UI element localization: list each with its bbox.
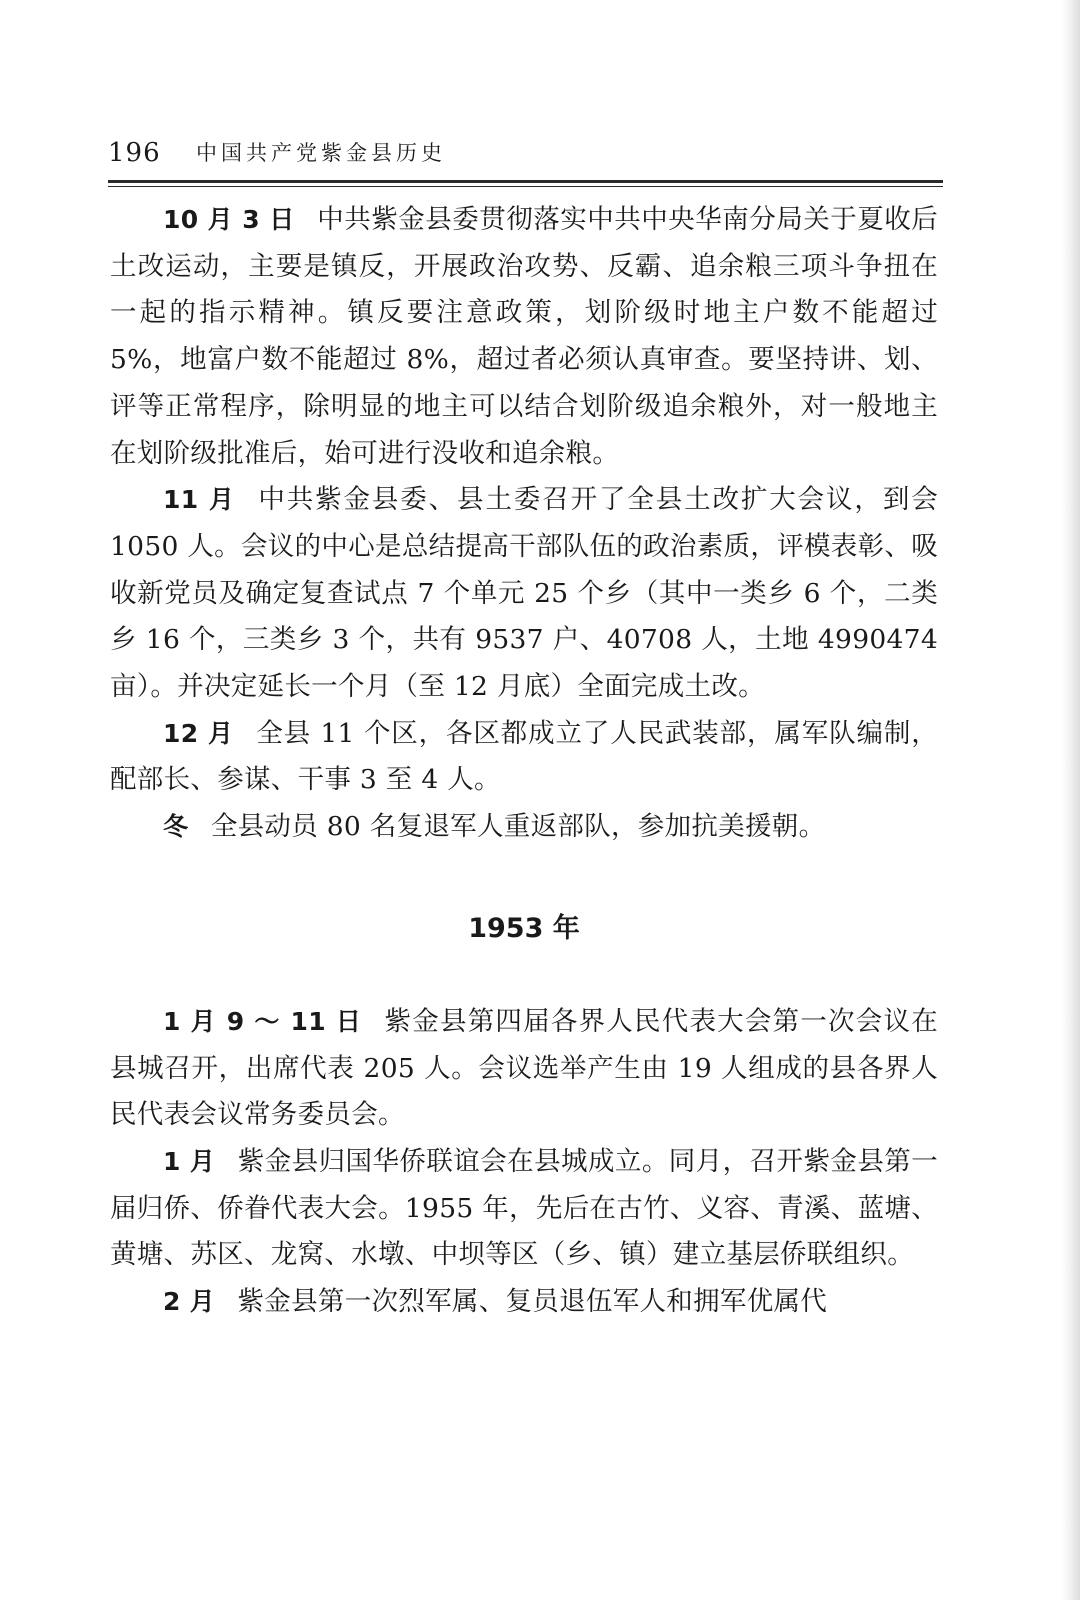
- year-heading: 1953 年: [468, 912, 580, 944]
- entry-text: 紫金县第四届各界人民代表大会第一次会议在县城召开，出席代表 205 人。会议选举产生由 19 人组成的县各界人民代表会议常务委员会。: [110, 1005, 938, 1131]
- chronicle-entry: [110, 477, 938, 711]
- entry-date: 12 月: [163, 718, 234, 748]
- entry-date: 1 月: [163, 1146, 216, 1176]
- entry-date: 冬: [163, 812, 189, 842]
- entry-date: 1 月 9 ～ 11 日: [163, 1006, 363, 1036]
- entry-text: 全县 11 个区，各区都成立了人民武装部，属军队编制，配部长、参谋、干事 3 至 4 人。: [110, 717, 938, 796]
- page-number: 196: [108, 138, 161, 168]
- entry-text: 紫金县第一次烈军属、复员退伍军人和拥军优属代: [237, 1286, 828, 1318]
- entry-date: 2 月: [163, 1287, 215, 1317]
- entry-text: 中共紫金县委贯彻落实中共中央华南分局关于夏收后土改运动，主要是镇反，开展政治攻势、反霸、追余粮三项斗争扭在一起的指示精神。镇反要注意政策，划阶级时地主户数不能超过 5%，地富户数不能超过 8%，超过者必须认真审查。要坚持讲、划、评等正常程序，除明显的地主可以结合划阶级追余粮外，对一般地主在划阶级批准后，始可进行没收和追余粮。: [110, 204, 938, 469]
- chronicle-entry: [110, 711, 938, 804]
- entry-text: 中共紫金县委、县土委召开了全县土改扩大会议，到会 1050 人。会议的中心是总结提高干部队伍的政治素质，评模表彰、吸收新党员及确定复查试点 7 个单元 25 个乡（其中一类乡 6 个，二类乡 16 个，三类乡 3 个，共有 9537 户、40708 人，土地 4990474 亩）。并决定延长一个月（至 12 月底）全面完成土改。: [110, 484, 939, 703]
- entry-text: 全县动员 80 名复退军人重返部队，参加抗美援朝。: [210, 811, 826, 843]
- header-rule-thick: [108, 180, 943, 183]
- entry-text: 紫金县归国华侨联谊会在县城成立。同月，召开紫金县第一届归侨、侨眷代表大会。1955 年，先后在古竹、义容、青溪、蓝塘、黄塘、苏区、龙窝、水墩、中坝等区（乡、镇）建立基层侨联组织。: [110, 1145, 938, 1271]
- chronicle-entry: [110, 999, 938, 1139]
- entry-date: 10 月 3 日: [163, 205, 295, 234]
- page-edge-shadow: [1062, 0, 1080, 1600]
- book-title: 中国共产党紫金县历史: [196, 141, 446, 165]
- header-rule-thin: [108, 186, 943, 187]
- page-body: [110, 197, 938, 1326]
- chronicle-entry: [110, 804, 938, 851]
- chronicle-entry: [110, 197, 938, 477]
- running-header: [108, 136, 943, 170]
- chronicle-entry: [110, 1139, 938, 1279]
- entry-date: 11 月: [163, 485, 236, 515]
- chronicle-entry: [110, 1279, 938, 1326]
